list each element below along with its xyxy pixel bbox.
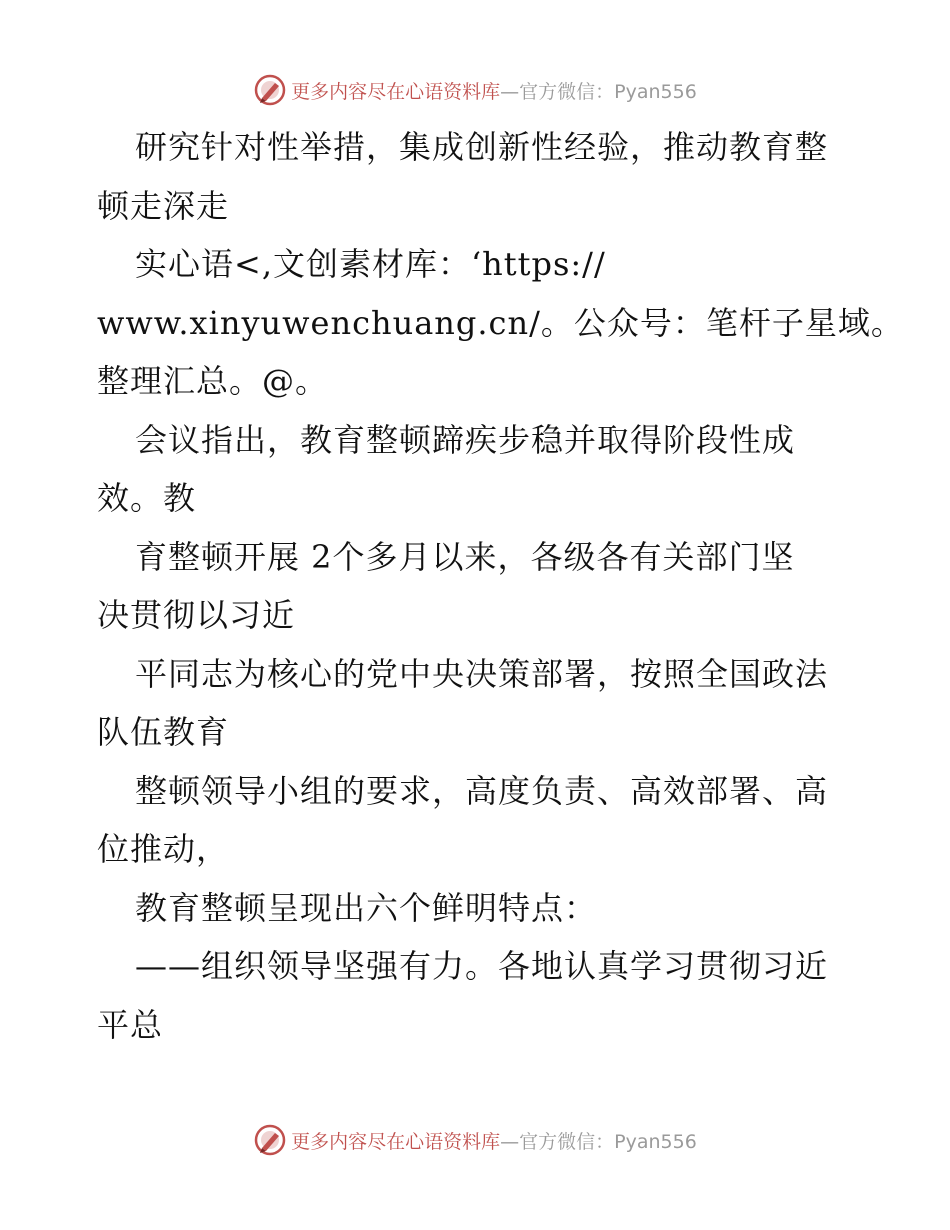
body-line: 教育整顿呈现出六个鲜明特点：	[135, 888, 598, 927]
footer-watermark-main: 更多内容尽在心语资料库	[291, 1130, 501, 1153]
body-line: 会议指出，教育整顿蹄疾步稳并取得阶段性成	[135, 420, 796, 459]
body-line: 平总	[97, 1005, 164, 1044]
footer-watermark-separator: —	[500, 1130, 520, 1153]
header-watermark-text	[291, 77, 697, 104]
footer-watermark	[0, 1120, 950, 1160]
body-line: 效。教	[97, 479, 197, 517]
header-watermark-contact: 官方微信：Pyan556	[519, 80, 697, 103]
footer-watermark-text	[291, 1127, 697, 1154]
header-watermark-main: 更多内容尽在心语资料库	[291, 80, 501, 103]
body-line: ——组织领导坚强有力。各地认真学习贯彻习近	[135, 947, 829, 985]
body-line: 育整顿开展 2个多月以来，各级各有关部门坚	[135, 537, 795, 576]
pen-logo-icon	[253, 1123, 287, 1157]
body-line: 决贯彻以习近	[97, 596, 296, 634]
body-line: 队伍教育	[97, 713, 230, 751]
body-line: www.xinyuwenchuang.cn/。公众号：笔杆子星域。	[97, 303, 904, 342]
header-watermark	[0, 70, 950, 110]
footer-watermark-contact: 官方微信：Pyan556	[519, 1130, 697, 1153]
body-line: 研究针对性举措，集成创新性经验，推动教育整	[135, 128, 829, 166]
body-line: 位推动，	[97, 830, 230, 868]
body-line: 顿走深走	[97, 186, 230, 225]
header-watermark-separator: —	[500, 80, 520, 103]
document-body	[97, 118, 904, 1054]
body-line: 实心语<,文创素材库：‘https://	[135, 245, 606, 283]
body-line: 整理汇总。@。	[97, 362, 329, 400]
pen-logo-icon	[253, 73, 287, 107]
body-line: 整顿领导小组的要求，高度负责、高效部署、高	[135, 771, 829, 810]
body-line: 平同志为核心的党中央决策部署，按照全国政法	[135, 654, 829, 693]
